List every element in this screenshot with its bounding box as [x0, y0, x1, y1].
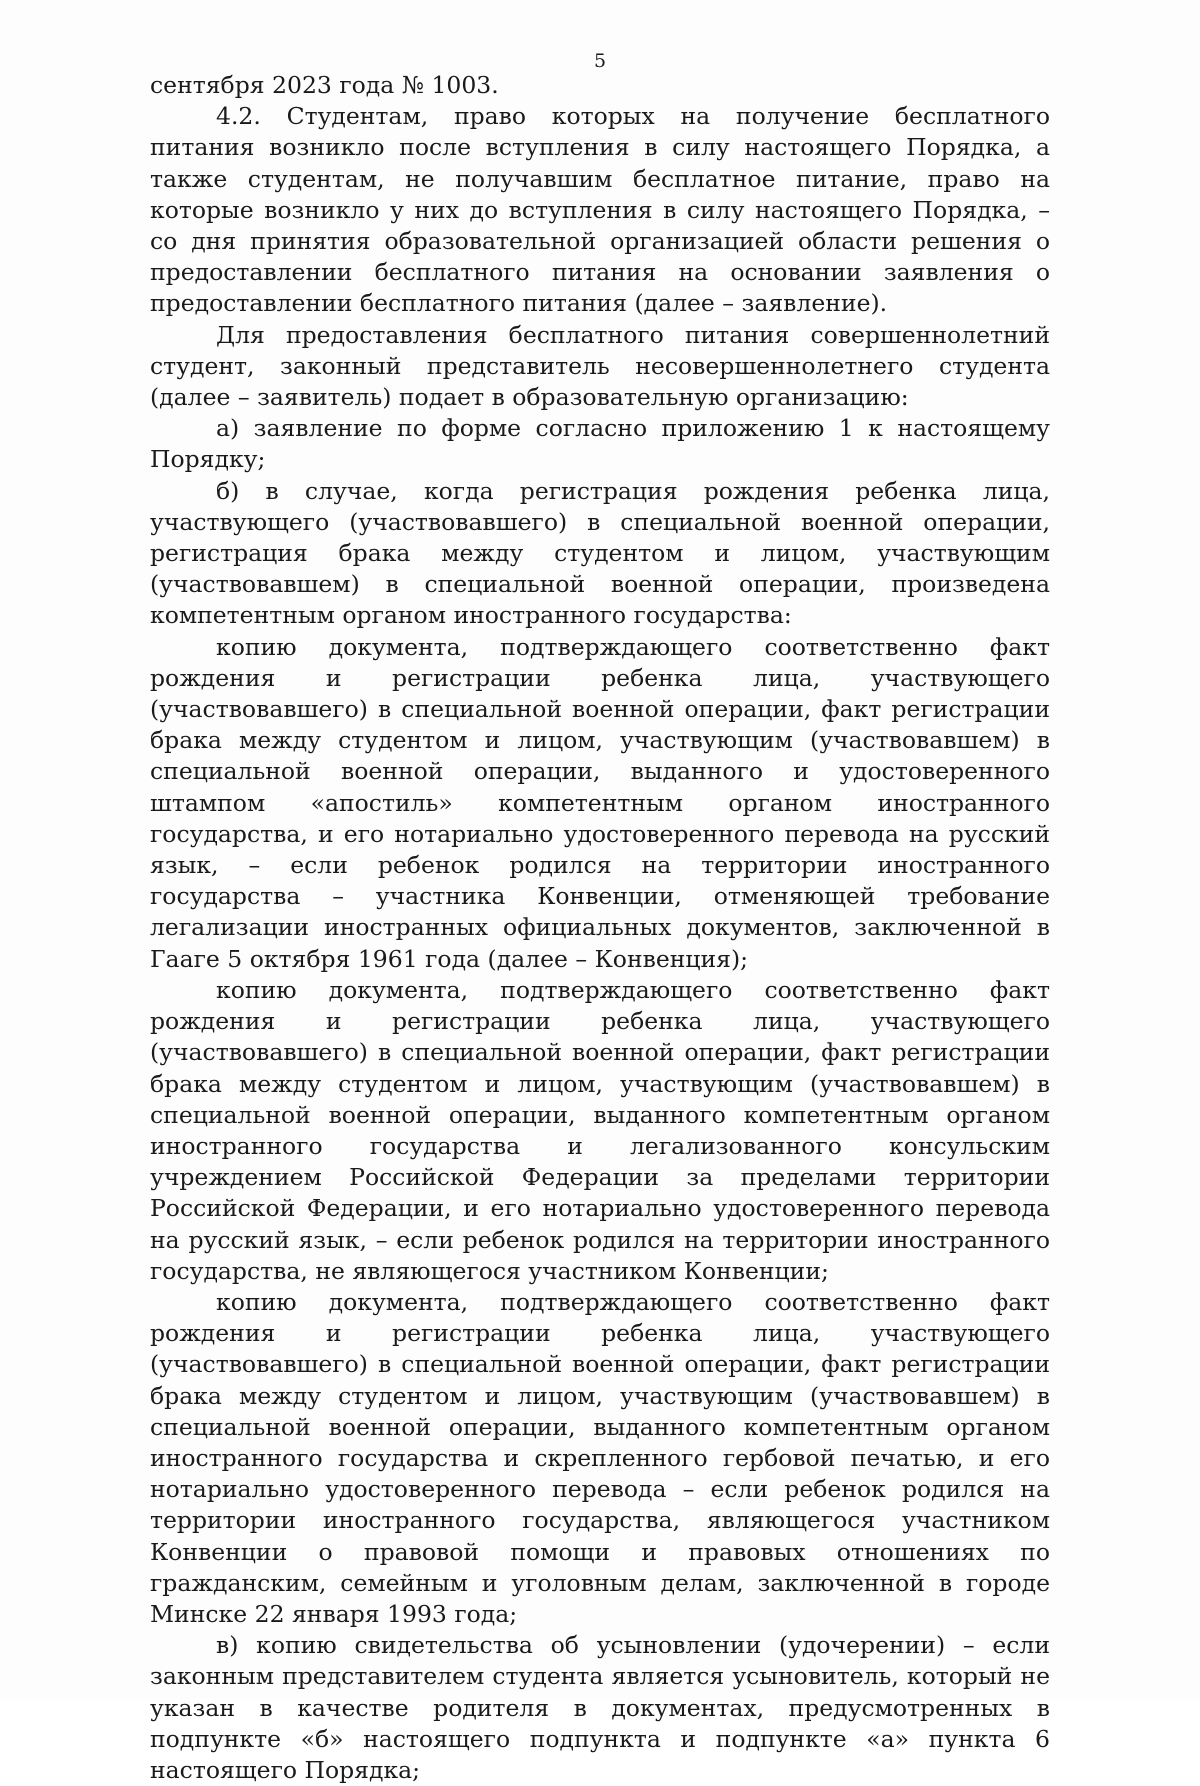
- paragraph-applicant-submits: Для предоставления бесплатного питания совершеннолетний студент, законный представитель несовершеннолетнего студента (далее – заявитель) подает в образовательную организацию:: [150, 320, 1050, 412]
- paragraph-4-2: 4.2. Студентам, право которых на получение бесплатного питания возникло после вступления в силу настоящего Порядка, а также студентам, не получавшим бесплатное питание, право на которые возникло у них до вступления в силу настоящего Порядка, – со дня принятия образовательной организацией области решения о предоставлении бесплатного питания на основании заявления о предоставлении бесплатного питания (далее – заявление).: [150, 102, 1050, 318]
- subitem-v-adoption-certificate: в) копию свидетельства об усыновлении (удочерении) – если законным представителем студента является усыновитель, который не указан в качестве родителя в документах, предусмотренных в подпункте «б» настоящего подпункта и подпункте «а» пункта 6 настоящего Порядка;: [150, 1631, 1050, 1784]
- subitem-a-application: а) заявление по форме согласно приложению 1 к настоящему Порядку;: [150, 414, 1050, 474]
- copy-legalized-document: копию документа, подтверждающего соответственно факт рождения и регистрации ребенка лица, участвующего (участвовавшего) в специальной военной операции, факт регистрации брака между студентом и лицом, участвующим (участвовавшем) в специальной военной операции, выданного компетентным органом иностранного государства и легализованного консульским учреждением Российской Федерации за пределами территории Российской Федерации, и его нотариально удостоверенного перевода на русский язык, – если ребенок родился на территории иностранного государства, не являющегося участником Конвенции;: [150, 975, 1050, 1285]
- subitem-b-foreign-registration: б) в случае, когда регистрация рождения ребенка лица, участвующего (участвовавшего) в специальной военной операции, регистрация брака между студентом и лицом, участвующим (участвовавшем) в специальной военной операции, произведена компетентным органом иностранного государства:: [150, 476, 1050, 630]
- page-number: 5: [593, 50, 607, 72]
- copy-stamped-document: копию документа, подтверждающего соответственно факт рождения и регистрации ребенка лица, участвующего (участвовавшего) в специальной военной операции, факт регистрации брака между студентом и лицом, участвующим (участвовавшем) в специальной военной операции, выданного компетентным органом иностранного государства и скрепленного гербовой печатью, и его нотариально удостоверенного перевода – если ребенок родился на территории иностранного государства, являющегося участником Конвенции о правовой помощи и правовых отношениях по гражданским, семейным и уголовным делам, заключенной в городе Минске 22 января 1993 года;: [150, 1287, 1050, 1628]
- paragraph-decree-reference: сентября 2023 года № 1003.: [150, 71, 499, 99]
- document-body: [150, 70, 1050, 1786]
- copy-apostille-document: копию документа, подтверждающего соответственно факт рождения и регистрации ребенка лица, участвующего (участвовавшего) в специальной военной операции, факт регистрации брака между студентом и лицом, участвующим (участвовавшем) в специальной военной операции, выданного и удостоверенного штампом «апостиль» компетентным органом иностранного государства, и его нотариально удостоверенного перевода на русский язык, – если ребенок родился на территории иностранного государства – участника Конвенции, отменяющей требование легализации иностранных официальных документов, заключенной в Гааге 5 октября 1961 года (далее – Конвенция);: [150, 632, 1050, 973]
